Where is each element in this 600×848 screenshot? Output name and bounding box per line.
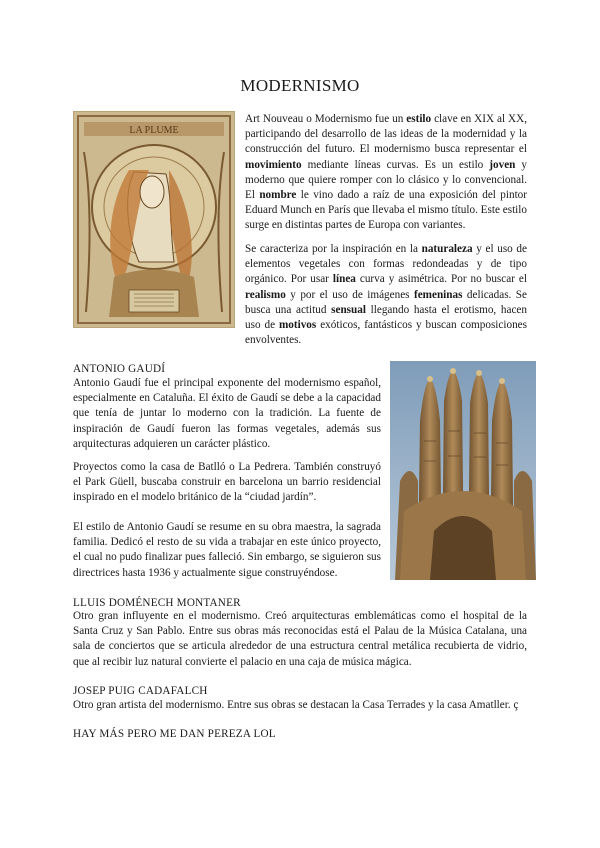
bold-term: femeninas bbox=[413, 288, 463, 301]
bold-term: estilo bbox=[406, 113, 432, 125]
bold-term: línea bbox=[332, 273, 356, 286]
gaudi-heading: ANTONIO GAUDÍ bbox=[73, 363, 166, 375]
art-nouveau-poster-icon bbox=[74, 112, 234, 327]
domenech-paragraph: Otro gran influyente en el modernismo. Creó arquitecturas emblemáticas como el hospital de la Santa Cruz y San Pablo. Entre sus obras más reconocidas está el Palau de la Música Catalana, una sala de conciertos que se articula alrededor de una estructura central metálica recubierta de vidrio, que al recibir luz natural convierte el palacio en una caja de música mágica. bbox=[73, 610, 527, 668]
closing-text: HAY MÁS PERO ME DAN PEREZA LOL bbox=[73, 728, 276, 740]
bold-term: movimiento bbox=[245, 158, 302, 171]
intro-paragraph-2: Se caracteriza por la inspiración en la naturaleza y el uso de elementos vegetales con formas redondeadas y de tipo orgánico. Por usar línea curva y asimétrica. Por no buscar el realismo y por el uso de imágenes femeninas delicadas. Se busca una actitud sensual llegando hasta el erotismo, hacen uso de motivos exóticos, fantásticos y buscan composiciones envolventes. bbox=[245, 243, 527, 347]
puig-paragraph: Otro gran artista del modernismo. Entre sus obras se destacan la Casa Terrades y la casa Amatller. ç bbox=[73, 699, 519, 711]
gaudi-paragraph-2: Proyectos como la casa de Batlló o La Pedrera. También construyó el Park Güell, buscaba construir en barcelona un barrio residencial inspirado en el modelo británico de la “ciudad jardín”. bbox=[73, 461, 381, 504]
gaudi-paragraph-1: Antonio Gaudí fue el principal exponente del modernismo español, especialmente en Cataluña. El éxito de Gaudí se debe a la capacidad que tenía de juntar lo moderno con la tradición. La fuente de inspiración de Gaudí fueron las formas vegetales, además sus arquitecturas adquieren un carácter plástico. bbox=[73, 377, 381, 450]
art-nouveau-poster-image bbox=[74, 112, 234, 327]
puig-heading: JOSEP PUIG CADAFALCH bbox=[73, 685, 208, 697]
domenech-heading: LLUIS DOMÉNECH MONTANER bbox=[73, 597, 241, 609]
bold-term: joven bbox=[489, 158, 516, 171]
bold-term: realismo bbox=[245, 288, 286, 301]
page-title: MODERNISMO bbox=[240, 76, 360, 95]
sagrada-familia-image bbox=[390, 361, 536, 580]
gaudi-paragraph-3: El estilo de Antonio Gaudí se resume en su obra maestra, la sagrada familia. Dedicó el resto de su vida a trabajar en este único proyecto, el cual no pudo finalizar pues falleció. Sin embargo, se siguieron sus directrices hasta 1936 y actualmente sigue construyéndose. bbox=[73, 521, 381, 579]
poster-caption: LA PLUME bbox=[129, 125, 179, 136]
bold-term: naturaleza bbox=[421, 243, 473, 255]
sagrada-familia-photo-icon bbox=[390, 361, 536, 580]
bold-term: nombre bbox=[259, 189, 297, 202]
intro-paragraph-1: Art Nouveau o Modernismo fue un estilo clave en XIX al XX, participando del desarrollo de las ideas de la modernidad y la construcción del futuro. El modernismo busca representar el movimiento mediante líneas curvas. Es un estilo joven y moderno que quiere romper con lo clásico y lo convencional. El nombre le vino dado a raíz de una exposición del pintor Eduard Munch en París que llevaba el mismo título. Este estilo surge en distintas partes de Europa con variantes. bbox=[245, 113, 528, 232]
bold-term: sensual bbox=[331, 303, 366, 316]
bold-term: motivos bbox=[278, 319, 317, 332]
